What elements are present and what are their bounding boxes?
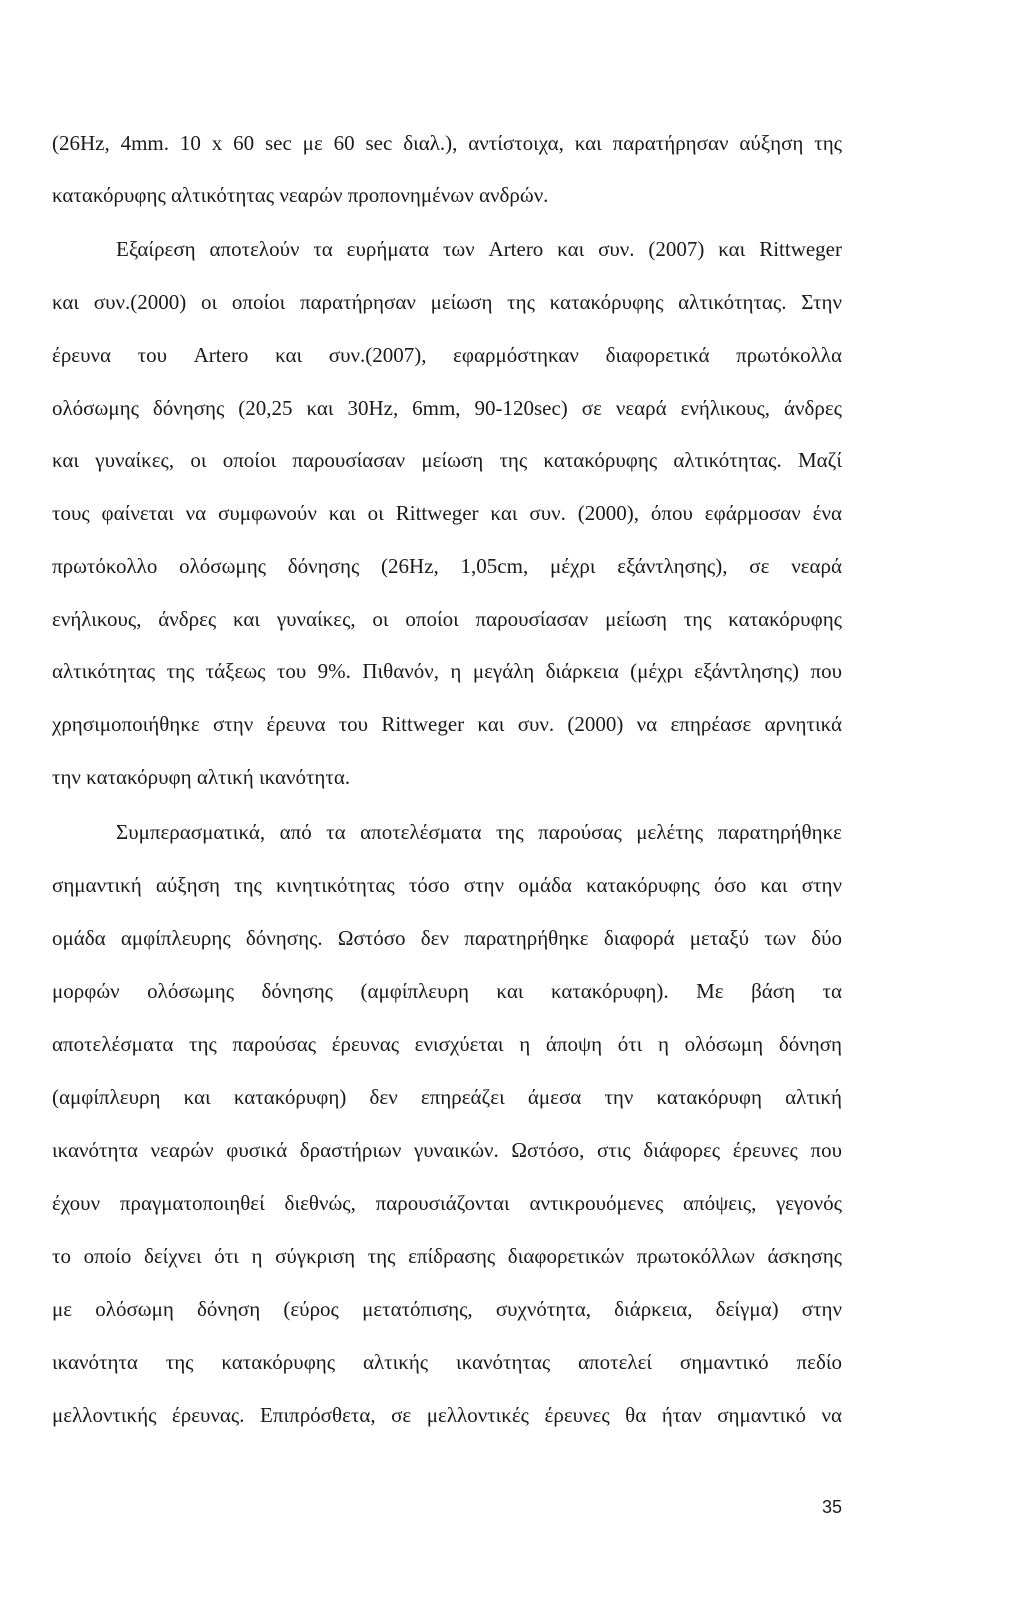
text-line: ενήλικους, άνδρες και γυναίκες, οι οποίοι παρουσίασαν μείωση της κατακόρυφης (52, 607, 842, 631)
text-line: την κατακόρυφη αλτική ικανότητα. (52, 765, 351, 789)
text-line: μελλοντικής έρευνας. Επιπρόσθετα, σε μελλοντικές έρευνες θα ήταν σημαντικό να (52, 1403, 842, 1427)
page-number: 35 (821, 1497, 842, 1517)
text-line: το οποίο δείχνει ότι η σύγκριση της επίδρασης διαφορετικών πρωτοκόλλων άσκησης (52, 1244, 842, 1268)
text-line: ικανότητα νεαρών φυσικά δραστήριων γυναικών. Ωστόσο, στις διάφορες έρευνες που (52, 1138, 842, 1162)
text-line: έχουν πραγματοποιηθεί διεθνώς, παρουσιάζονται αντικρουόμενες απόψεις, γεγονός (52, 1191, 842, 1215)
text-line: Εξαίρεση αποτελούν τα ευρήματα των Artero και συν. (2007) και Rittweger (116, 237, 842, 261)
text-line: αλτικότητας της τάξεως του 9%. Πιθανόν, η μεγάλη διάρκεια (μέχρι εξάντλησης) που (52, 659, 842, 683)
text-line: έρευνα του Artero και συν.(2007), εφαρμόστηκαν διαφορετικά πρωτόκολλα (52, 343, 842, 367)
text-line: (26Hz, 4mm. 10 x 60 sec με 60 sec διαλ.), αντίστοιχα, και παρατήρησαν αύξηση της (52, 131, 842, 155)
text-line: Συμπερασματικά, από τα αποτελέσματα της παρούσας μελέτης παρατηρήθηκε (116, 820, 842, 844)
text-line: ολόσωμης δόνησης (20,25 και 30Hz, 6mm, 90-120sec) σε νεαρά ενήλικους, άνδρες (52, 396, 842, 420)
text-line: μορφών ολόσωμης δόνησης (αμφίπλευρη και κατακόρυφη). Με βάση τα (52, 979, 842, 1003)
text-line: με ολόσωμη δόνηση (εύρος μετατόπισης, συχνότητα, διάρκεια, δείγμα) στην (52, 1297, 842, 1321)
text-line: και γυναίκες, οι οποίοι παρουσίασαν μείωση της κατακόρυφης αλτικότητας. Μαζί (52, 448, 842, 472)
text-line: (αμφίπλευρη και κατακόρυφη) δεν επηρεάζει άμεσα την κατακόρυφη αλτική (52, 1085, 842, 1109)
text-line: ικανότητα της κατακόρυφης αλτικής ικανότητας αποτελεί σημαντικό πεδίο (52, 1350, 842, 1374)
text-line: τους φαίνεται να συμφωνούν και οι Rittweger και συν. (2000), όπου εφάρμοσαν ένα (52, 501, 842, 525)
text-line: και συν.(2000) οι οποίοι παρατήρησαν μείωση της κατακόρυφης αλτικότητας. Στην (52, 290, 842, 314)
text-line: ομάδα αμφίπλευρης δόνησης. Ωστόσο δεν παρατηρήθηκε διαφορά μεταξύ των δύο (52, 926, 842, 950)
text-line: πρωτόκολλο ολόσωμης δόνησης (26Hz, 1,05cm, μέχρι εξάντλησης), σε νεαρά (52, 554, 842, 578)
text-line: αποτελέσματα της παρούσας έρευνας ενισχύεται η άποψη ότι η ολόσωμη δόνηση (52, 1032, 842, 1056)
text-line: σημαντική αύξηση της κινητικότητας τόσο στην ομάδα κατακόρυφης όσο και στην (52, 873, 842, 897)
text-line: κατακόρυφης αλτικότητας νεαρών προπονημένων ανδρών. (52, 183, 549, 207)
text-line: χρησιμοποιήθηκε στην έρευνα του Rittweger και συν. (2000) να επηρέασε αρνητικά (52, 712, 842, 736)
